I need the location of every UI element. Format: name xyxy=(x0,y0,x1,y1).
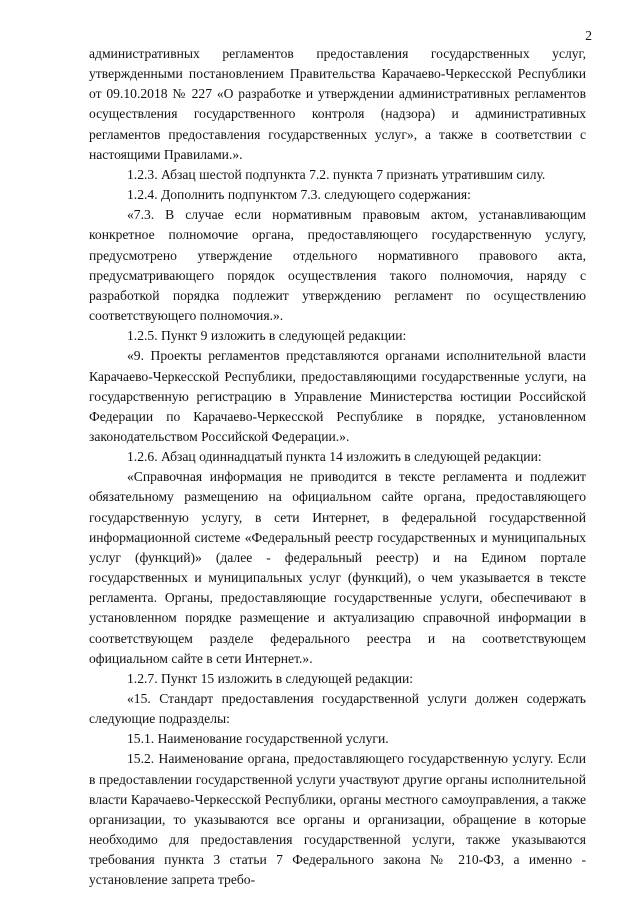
paragraph-continuation: административных регламентов предоставления государственных услуг, утвержденными постановлением Правительства Карачаево-Черкесской Республики от 09.10.2018 № 227 «О разработке и утверждении административных регламентов осуществления государственного контроля (надзора) и административных регламентов предоставления государственных услуг», а также в соответствии с настоящими Правилами.». xyxy=(89,46,586,162)
paragraph-1-2-4: 1.2.4. Дополнить подпунктом 7.3. следующего содержания: xyxy=(127,187,471,203)
paragraph-reference-info: «Справочная информация не приводится в тексте регламента и подлежит обязательному размещению на официальном сайте органа, предоставляющего государственную услугу, в сети Интернет, в федеральной государственной информационной системе «Федеральный реестр государственных и муниципальных услуг (функций)» (далее - федеральный реестр) и на Едином портале государственных и муниципальных услуг (функций), о чем указывается в тексте регламента. Органы, предоставляющие государственные услуги, обеспечивают в установленном порядке размещение и актуализацию справочной информации в соответствующем разделе федерального реестра и на соответствующем официальном сайте в сети Интернет.». xyxy=(89,469,586,666)
paragraph-7-3: «7.3. В случае если нормативным правовым актом, устанавливающим конкретное полномочие органа, предоставляющего государственную услугу, предусмотрено утверждение отдельного нормативного правового акта, предусматривающего порядок осуществления такого полномочия, наряду с разработкой порядка подлежит утверждению регламент по осуществлению соответствующего полномочия.». xyxy=(89,207,586,324)
paragraph-9: «9. Проекты регламентов представляются органами исполнительной власти Карачаево-Черкесской Республики, предоставляющими государственные услуги, на государственную регистрацию в Управление Министерства юстиции Российской Федерации по Карачаево-Черкесской Республике в порядке, установленном законодательством Российской Федерации.». xyxy=(89,348,586,444)
paragraph-1-2-5: 1.2.5. Пункт 9 изложить в следующей редакции: xyxy=(127,328,407,344)
paragraph-1-2-7: 1.2.7. Пункт 15 изложить в следующей редакции: xyxy=(127,670,414,686)
paragraph-15-2: 15.2. Наименование органа, предоставляющего государственную услугу. Если в предоставлении государственной услуги участвуют другие органы исполнительной власти Карачаево-Черкесской Республики, органы местного самоуправления, а также организации, то указываются все органы и организации, обращение в которые необходимо для предоставления государственной услуги, также указываются требования пункта 3 статьи 7 Федерального закона № 210-ФЗ, а именно - установление запрета требо- xyxy=(89,751,586,888)
paragraph-15: «15. Стандарт предоставления государственной услуги должен содержать следующие подразделы: xyxy=(89,691,586,727)
paragraph-15-1: 15.1. Наименование государственной услуги. xyxy=(127,731,389,747)
document-body xyxy=(89,44,586,891)
page-number: 2 xyxy=(585,28,592,43)
paragraph-1-2-3: 1.2.3. Абзац шестой подпункта 7.2. пункта 7 признать утратившим силу. xyxy=(127,166,546,182)
paragraph-1-2-6: 1.2.6. Абзац одиннадцатый пункта 14 изложить в следующей редакции: xyxy=(127,449,542,465)
